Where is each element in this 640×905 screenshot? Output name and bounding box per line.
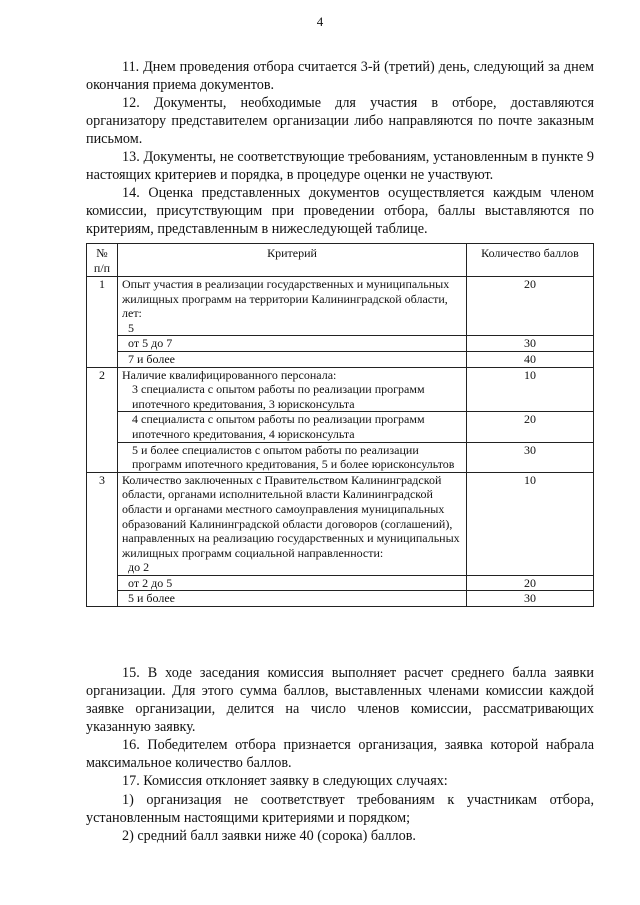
score-cell: 20	[467, 277, 594, 336]
header-score: Количество баллов	[467, 244, 594, 277]
score-cell: 10	[467, 472, 594, 575]
criterion-title: Опыт участия в реализации государственных и муниципальных жилищных программ на территории Калининградской области, лет:	[122, 277, 450, 321]
table-row	[87, 442, 594, 472]
criterion-option: 3 специалиста с опытом работы по реализации программ ипотечного кредитования, 3 юрисконсульта	[132, 382, 425, 411]
criterion-title: Количество заключенных с Правительством Калининградской области, органами исполнительной власти Калининградской области и органами местного самоуправления муниципальных образований Калининградской области договоров (соглашений), направленных на реализацию государственных и муниципальных жилищных программ социальной направленности:	[122, 472, 460, 560]
criterion-option: от 2 до 5	[128, 575, 173, 590]
score-cell: 30	[467, 336, 594, 352]
criterion-cell	[118, 591, 467, 607]
paragraph-17: 17. Комиссия отклоняет заявку в следующих случаях:	[122, 773, 448, 789]
group-number: 2	[87, 367, 118, 472]
table-row	[87, 277, 594, 336]
group-number: 1	[87, 277, 118, 368]
criterion-cell	[118, 442, 467, 472]
paragraph-17-1: 1) организация не соответствует требованиям к участникам отбора, установленным настоящими критериями и порядком;	[86, 792, 594, 826]
criterion-cell	[118, 472, 467, 575]
table-row	[87, 412, 594, 442]
paragraph-13: 13. Документы, не соответствующие требованиям, установленным в пункте 9 настоящих критериев и порядка, в процедуре оценки не участвуют.	[86, 149, 594, 183]
paragraph-15: 15. В ходе заседания комиссия выполняет расчет среднего балла заявки организации. Для этого сумма баллов, выставленных членами комиссии каждой заявке организации, делится на число членов комиссии, рассматривающих указанную заявку.	[86, 665, 594, 735]
table-row	[87, 336, 594, 352]
criteria-table	[86, 243, 594, 607]
criterion-option: 4 специалиста с опытом работы по реализации программ ипотечного кредитования, 4 юрисконсульта	[132, 412, 425, 441]
criterion-option: 7 и более	[128, 351, 176, 366]
page-number: 4	[316, 14, 324, 29]
criterion-option: 5 и более специалистов с опытом работы по реализации программ ипотечного кредитования, 5 и более юрисконсультов	[132, 442, 455, 472]
criterion-cell	[118, 367, 467, 412]
score-cell: 20	[467, 412, 594, 442]
criterion-cell	[118, 351, 467, 367]
header-criterion: Критерий	[118, 244, 467, 277]
table-header-row	[87, 244, 594, 277]
criterion-option: от 5 до 7	[128, 336, 173, 351]
group-number: 3	[87, 472, 118, 606]
criterion-option: до 2	[128, 560, 150, 575]
table-row	[87, 351, 594, 367]
table-row	[87, 575, 594, 591]
criterion-option: 5	[128, 320, 134, 335]
criterion-option: 5 и более	[128, 591, 176, 606]
score-cell: 20	[467, 575, 594, 591]
header-number: № п/п	[87, 244, 118, 277]
score-cell: 10	[467, 367, 594, 412]
paragraph-17-2: 2) средний балл заявки ниже 40 (сорока) баллов.	[122, 828, 416, 844]
criterion-cell	[118, 412, 467, 442]
table-row	[87, 367, 594, 412]
score-cell: 30	[467, 442, 594, 472]
paragraph-14: 14. Оценка представленных документов осуществляется каждым членом комиссии, присутствующим при проведении отбора, баллы выставляются по критериям, представленным в нижеследующей таблице.	[86, 185, 594, 237]
paragraph-11: 11. Днем проведения отбора считается 3-й (третий) день, следующий за днем окончания приема документов.	[86, 59, 594, 93]
criterion-cell	[118, 575, 467, 591]
score-cell: 30	[467, 591, 594, 607]
criterion-cell	[118, 277, 467, 336]
score-cell: 40	[467, 351, 594, 367]
paragraph-12: 12. Документы, необходимые для участия в отборе, доставляются организатору представителем организации либо направляются по почте заказным письмом.	[86, 95, 594, 147]
criterion-cell	[118, 336, 467, 352]
table-row	[87, 591, 594, 607]
criterion-title: Наличие квалифицированного персонала:	[122, 367, 337, 382]
paragraph-16: 16. Победителем отбора признается организация, заявка которой набрала максимальное количество баллов.	[86, 737, 594, 771]
table-row	[87, 472, 594, 575]
